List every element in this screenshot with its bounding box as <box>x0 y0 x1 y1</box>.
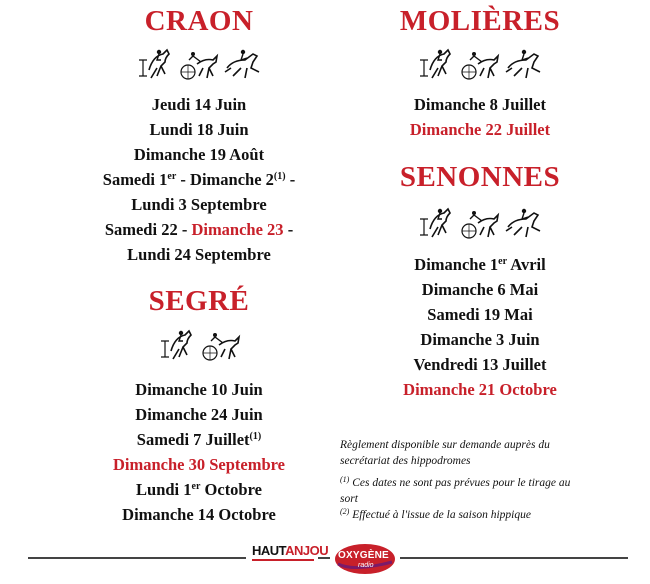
date-text-highlighted: Dimanche 30 Septembre <box>112 455 285 474</box>
date-text: - Dimanche 2 <box>176 170 274 189</box>
date-text: Lundi 24 Septembre <box>127 245 271 264</box>
date-item <box>330 377 630 402</box>
date-text: - <box>285 170 296 189</box>
oxygene-radio-logo <box>334 542 396 576</box>
gallop-icon <box>504 46 544 82</box>
date-item <box>330 352 630 377</box>
date-item <box>60 217 338 242</box>
date-text: Dimanche 8 Juillet <box>414 95 546 114</box>
logo-haut-text: HAUT <box>252 543 286 558</box>
date-text-highlighted: Dimanche 21 Octobre <box>403 380 557 399</box>
rules-note: Règlement disponible sur demande auprès du secrétariat des hippodromes <box>340 439 550 467</box>
footnote-2-marker: (2) <box>340 507 350 516</box>
gallop-icon <box>223 46 263 82</box>
date-item <box>60 452 338 477</box>
date-text: Dimanche 3 Juin <box>420 330 540 349</box>
discipline-icons-craon <box>124 46 274 82</box>
date-superscript: er <box>498 256 508 267</box>
date-item <box>330 277 630 302</box>
date-text: Octobre <box>200 480 262 499</box>
date-text: Dimanche 14 Octobre <box>122 505 276 524</box>
date-item <box>330 117 630 142</box>
venue-title-craon: CRAON <box>144 5 254 37</box>
date-text: Vendredi 13 Juillet <box>413 355 547 374</box>
date-list <box>60 377 338 527</box>
show-jumping-icon <box>135 46 175 82</box>
date-item <box>60 402 338 427</box>
date-item <box>330 92 630 117</box>
footnote-1-text: Ces dates ne sont pas prévues pour le tirage au sort <box>340 477 571 505</box>
footnotes <box>340 437 580 523</box>
divider <box>400 557 628 559</box>
haut-anjou-logo <box>252 543 329 569</box>
divider <box>28 557 246 559</box>
harness-trot-icon <box>460 46 500 82</box>
date-list <box>60 92 338 267</box>
date-item <box>60 192 338 217</box>
date-item <box>60 502 338 527</box>
date-text: Dimanche 10 Juin <box>135 380 263 399</box>
date-superscript: er <box>191 481 201 492</box>
logo-oxygene-text: OXYGÈNE <box>338 550 389 561</box>
date-item <box>60 117 338 142</box>
logo-radio-text: radio <box>358 562 374 569</box>
footnote-2 <box>340 507 580 523</box>
show-jumping-icon <box>157 327 197 363</box>
date-text: Avril <box>507 255 546 274</box>
date-item <box>60 92 338 117</box>
date-text: Lundi 18 Juin <box>149 120 249 139</box>
footer-logos <box>0 540 650 584</box>
footnote-1 <box>340 475 580 507</box>
date-item <box>60 477 338 502</box>
venue-title-molieres: MOLIÈRES <box>399 5 561 37</box>
discipline-icons-senonnes <box>405 205 555 241</box>
date-text: Samedi 7 Juillet <box>136 430 250 449</box>
date-superscript: (1) <box>249 431 262 442</box>
footnote-2-text: Effectué à l'issue de la saison hippique <box>352 509 531 521</box>
date-text: Samedi 19 Mai <box>427 305 533 324</box>
date-item <box>330 302 630 327</box>
date-item <box>60 377 338 402</box>
date-text-highlighted: Dimanche 22 Juillet <box>409 120 551 139</box>
date-text: - <box>283 220 294 239</box>
date-text: Dimanche 24 Juin <box>135 405 263 424</box>
date-text: Jeudi 14 Juin <box>151 95 247 114</box>
venue-title-senonnes: SENONNES <box>399 161 561 193</box>
date-text: Dimanche 1 <box>414 255 499 274</box>
date-superscript: er <box>167 171 177 182</box>
harness-trot-icon <box>201 327 241 363</box>
date-text: Samedi 1 <box>102 170 168 189</box>
date-item <box>330 327 630 352</box>
logo-anjou-text: ANJOU <box>285 543 329 558</box>
date-item <box>60 427 338 452</box>
date-text: Dimanche 6 Mai <box>421 280 539 299</box>
show-jumping-icon <box>416 46 456 82</box>
footnote-1-marker: (1) <box>340 475 350 484</box>
logo-underline <box>252 559 314 561</box>
date-list <box>330 92 630 142</box>
date-item <box>60 242 338 267</box>
date-text-highlighted: Dimanche 23 <box>191 220 284 239</box>
harness-trot-icon <box>179 46 219 82</box>
date-text: Lundi 3 Septembre <box>131 195 267 214</box>
venue-title-segre: SEGRÉ <box>148 285 250 317</box>
date-item <box>60 142 338 167</box>
gallop-icon <box>504 205 544 241</box>
date-item <box>330 252 630 277</box>
harness-trot-icon <box>460 205 500 241</box>
date-list <box>330 252 630 402</box>
date-superscript: (1) <box>273 171 286 182</box>
discipline-icons-segre <box>153 327 245 363</box>
show-jumping-icon <box>416 205 456 241</box>
discipline-icons-molieres <box>405 46 555 82</box>
date-text: Samedi 22 - <box>104 220 192 239</box>
date-text: Lundi 1 <box>136 480 192 499</box>
date-text: Dimanche 19 Août <box>133 145 265 164</box>
date-item <box>60 167 338 192</box>
